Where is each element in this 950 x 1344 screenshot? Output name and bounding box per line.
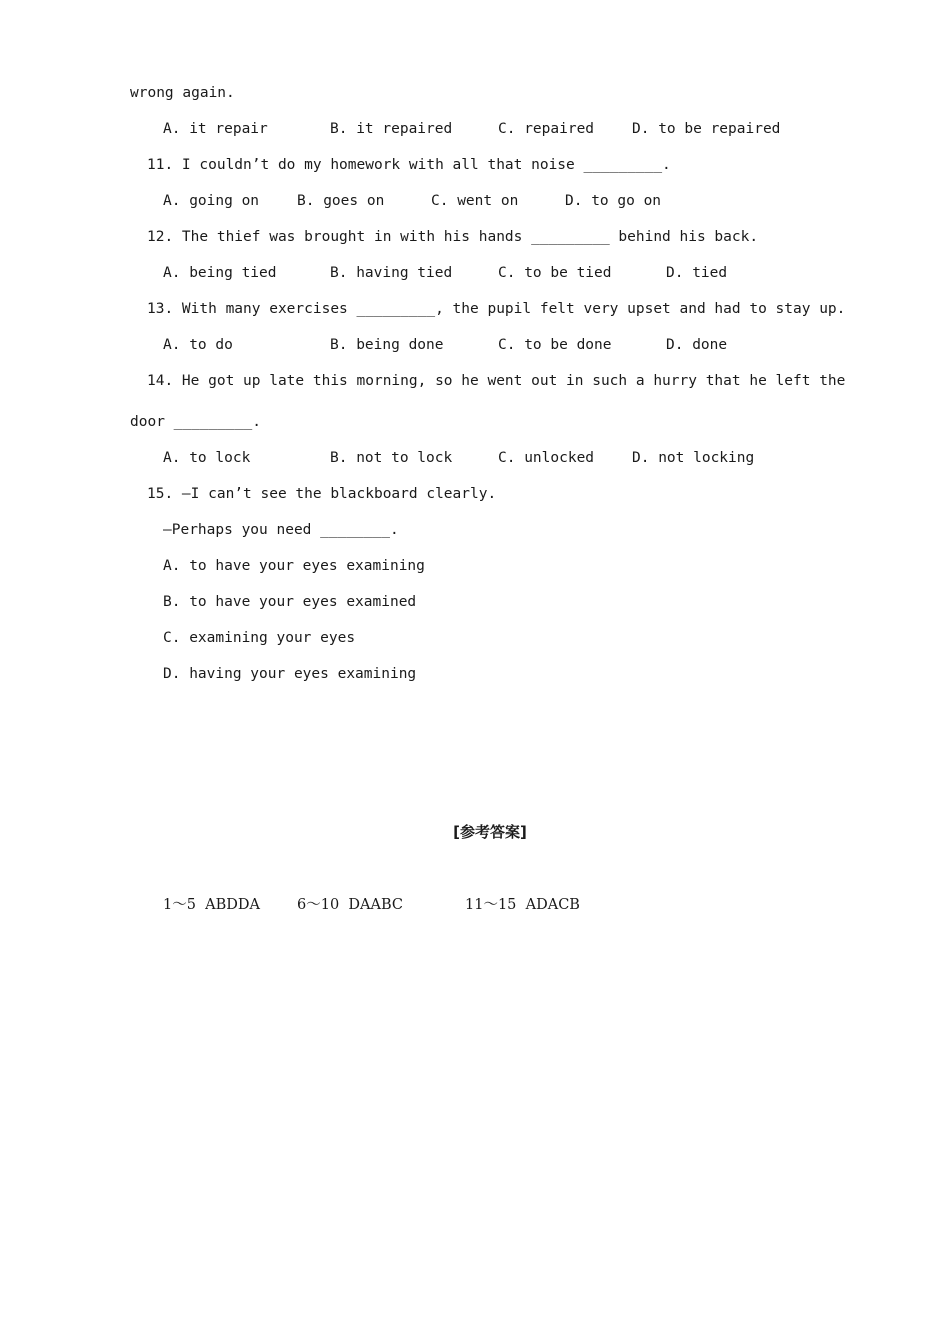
answer-group-6-10: 6～10 DAABC xyxy=(297,897,403,913)
q10-stem-continuation: wrong again. xyxy=(130,85,235,101)
q10-option-c: C. repaired xyxy=(498,121,595,137)
q11-option-a: A. going on xyxy=(163,193,260,209)
q13-option-c: C. to be done xyxy=(498,337,612,353)
q15-stem: 15. —I can’t see the blackboard clearly. xyxy=(147,486,497,502)
q13-option-b: B. being done xyxy=(330,337,444,353)
q13-option-d: D. done xyxy=(666,337,728,353)
q12-option-c: C. to be tied xyxy=(498,265,612,281)
q14-option-b: B. not to lock xyxy=(330,450,453,466)
q11-option-c: C. went on xyxy=(431,193,519,209)
q12-option-a: A. being tied xyxy=(163,265,277,281)
q12-option-b: B. having tied xyxy=(330,265,453,281)
q11-stem: 11. I couldn’t do my homework with all that noise _________. xyxy=(147,157,671,173)
q11-option-d: D. to go on xyxy=(565,193,662,209)
q14-option-a: A. to lock xyxy=(163,450,251,466)
q15-reply: —Perhaps you need ________. xyxy=(163,522,399,538)
answer-group-1-5: 1～5 ABDDA xyxy=(163,897,261,913)
q14-option-c: C. unlocked xyxy=(498,450,595,466)
q12-stem: 12. The thief was brought in with his hands _________ behind his back. xyxy=(147,229,759,245)
q14-option-d: D. not locking xyxy=(632,450,755,466)
answer-group-11-15: 11～15 ADACB xyxy=(465,897,580,913)
q15-option-a: A. to have your eyes examining xyxy=(163,558,425,574)
q12-option-d: D. tied xyxy=(666,265,728,281)
q15-option-c: C. examining your eyes xyxy=(163,630,356,646)
q10-option-a: A. it repair xyxy=(163,121,268,137)
q13-stem: 13. With many exercises _________, the pupil felt very upset and had to stay up. xyxy=(147,301,846,317)
q10-option-b: B. it repaired xyxy=(330,121,453,137)
q14-stem: 14. He got up late this morning, so he went out in such a hurry that he left the xyxy=(147,373,846,389)
answer-key-title: [参考答案] xyxy=(453,823,527,841)
q15-option-d: D. having your eyes examining xyxy=(163,666,417,682)
q13-option-a: A. to do xyxy=(163,337,233,353)
q14-stem-continuation: door _________. xyxy=(130,414,261,430)
q10-option-d: D. to be repaired xyxy=(632,121,781,137)
q11-option-b: B. goes on xyxy=(297,193,385,209)
q15-option-b: B. to have your eyes examined xyxy=(163,594,417,610)
